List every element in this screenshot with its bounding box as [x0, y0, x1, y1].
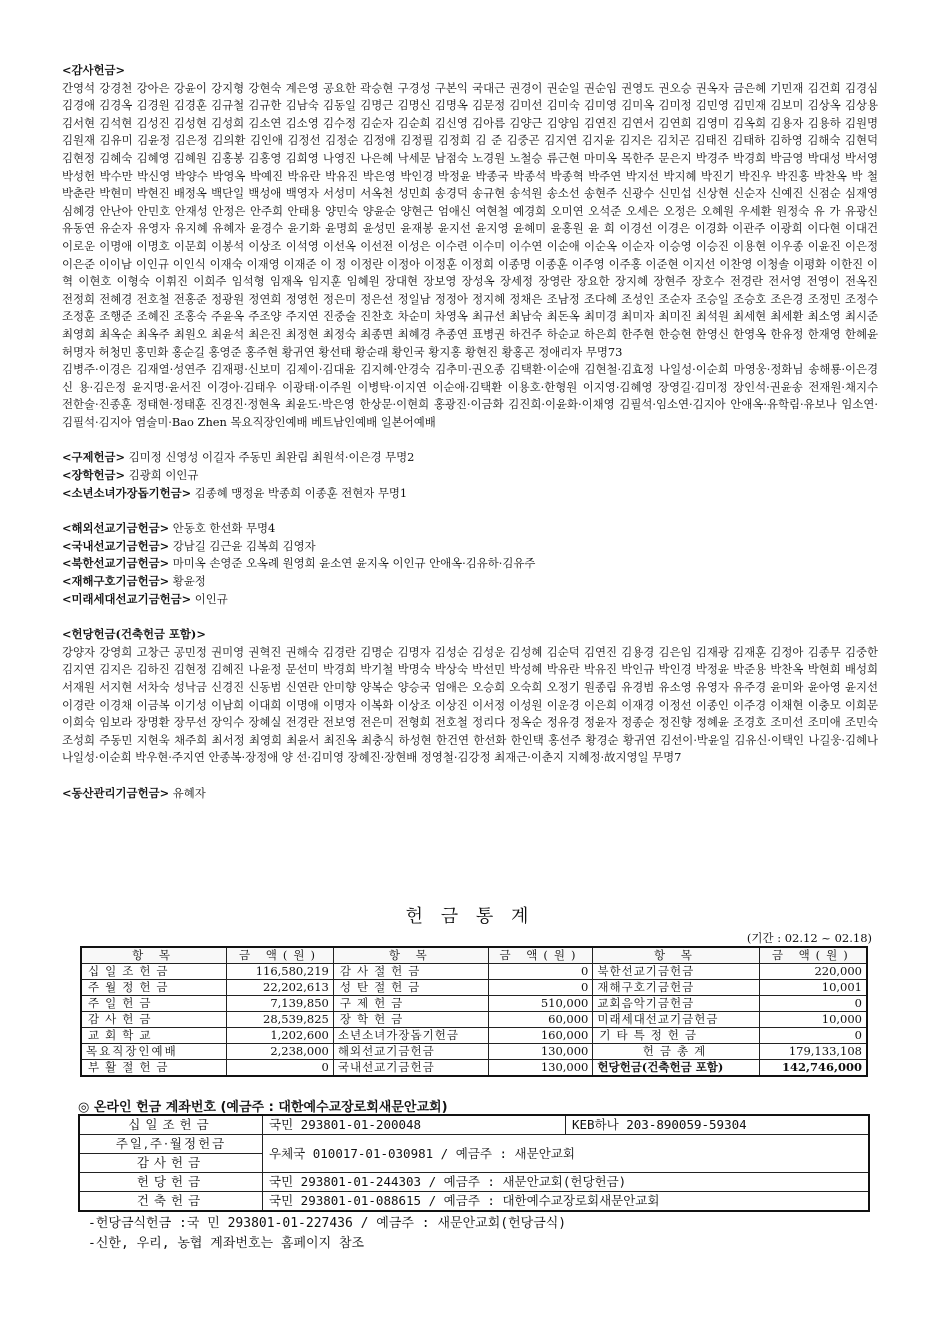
jaehae-names: 황윤정	[172, 574, 206, 589]
jaehae-title: <재해구호기금헌금>	[62, 574, 170, 589]
item-amount: 10,001	[759, 980, 867, 996]
item-amount: 28,539,825	[227, 1012, 334, 1028]
mirae-title: <미래세대선교기금헌금>	[62, 591, 192, 606]
haeoe-section	[62, 520, 878, 538]
header-cell: 금 액(원)	[227, 947, 334, 964]
gungnae-names: 강남길 김근윤 김복희 김영자	[172, 538, 316, 553]
table-row	[81, 1028, 867, 1044]
item-label: 성탄절헌금	[333, 980, 488, 996]
guje-names: 김미정 신영성 이길자 주동민 최완림 최원석·이은경 무명2	[128, 450, 415, 465]
online-account-title: ◎ 온라인 헌금 계좌번호 (예금주 : 대한예수교장로회새문안교회)	[78, 1100, 448, 1115]
header-cell: 항 목	[333, 947, 488, 964]
note-line: -헌당금식헌금 :국 민 293801-01-227436 / 예금주 : 새문안교회(헌당금식)	[88, 1216, 567, 1231]
item-label: 주일헌금	[81, 996, 227, 1012]
mirae-section	[62, 591, 878, 609]
table-row	[81, 964, 867, 980]
item-amount: 60,000	[488, 1012, 593, 1028]
account-type: 십일조헌금	[79, 1115, 263, 1135]
sonyeon-names: 김종혜 맹정윤 박종희 이종훈 전현자 무명1	[194, 485, 408, 500]
janghak-section	[62, 467, 878, 485]
jaehae-section	[62, 573, 878, 591]
item-label: 교회음악기금헌금	[593, 996, 759, 1012]
item-amount: 0	[488, 964, 593, 980]
item-amount: 510,000	[488, 996, 593, 1012]
table-row	[81, 980, 867, 996]
item-label: 감사절헌금	[333, 964, 488, 980]
item-amount: 0	[759, 996, 867, 1012]
item-label: 재해구호기금헌금	[593, 980, 759, 996]
stats-table	[80, 946, 868, 1077]
item-amount: 10,000	[759, 1012, 867, 1028]
item-label: 교회학교	[81, 1028, 227, 1044]
stats-period: (기간 : 02.12 ~ 02.18)	[746, 931, 872, 945]
item-label: 주월정헌금	[81, 980, 227, 996]
stats-title: 헌 금 통 계	[405, 906, 535, 927]
heondang-section	[62, 626, 878, 767]
account-type: 감사헌금	[79, 1154, 263, 1173]
table-row	[81, 1012, 867, 1028]
header-cell: 항 목	[593, 947, 759, 964]
item-label: 국내선교기금헌금	[333, 1060, 488, 1077]
dongsan-names: 유혜자	[172, 785, 206, 800]
offering-list	[62, 62, 878, 803]
table-row	[81, 1044, 867, 1060]
sonyeon-title: <소년소녀가장돕기헌금>	[62, 485, 192, 500]
item-amount: 160,000	[488, 1028, 593, 1044]
item-label: 북한선교기금헌금	[593, 964, 759, 980]
item-label: 감사헌금	[81, 1012, 227, 1028]
item-amount: 130,000	[488, 1060, 593, 1077]
haeoe-names: 안동호 한선화 무명4	[172, 521, 276, 536]
item-label: 해외선교기금헌금	[333, 1044, 488, 1060]
heondang-names: 강양자 강영희 고창근 공민정 권미영 권혁진 권해숙 김경란 김명순 김명자 김성순 김성운 김성혜 김순덕 김연진 김용경 김은임 김재광 김재훈 김정아 김종무 김중한 김지연 김지은 김하진 김현정 김혜진 나윤정 문선미 박경희 박기철 박명숙 박상숙 박선민 박성혜 박유란 박유진 박인규 박인경 박정윤 박준용 박찬옥 박현희 배성희 서재원 서지현 서차숙 성낙금 신경진 신동범 신연란 안미향 양복순 양승국 엄애은 오승희 오숙희 오정기 원종림 유경범 유소영 유영자 유주경 윤미와 윤아영 윤지선 이경란 이경채 이금복 이기성 이남희 이대희 이명애 이명자 이복화 이상조 이상진 이서정 이성원 이운경 이은희 이재경 이정선 이종인 이주경 이채현 이충모 이희문 이희숙 임보라 장명환 장무선 장익수 장혜실 전경란 전보영 전은미 전형희 전호철 정리다 정옥순 정유경 정윤자 정종순 정진향 정혜윤 조경호 조미선 조미애 조민숙 조성희 주동민 지현욱 채주희 최서정 최영희 최윤서 최진옥 최충식 하성현 한건연 한선화 한인택 홍선주 황경순 황귀연 김선이·박윤일 김유신·이택인 나길웅·김혜나 나일성·이순희 박우현·주지연 안종복·장정애 양 선·김미영 장혜진·장현배 정영철·김강정 최재근·이춘지 지혜정·故지영일 무명7	[62, 644, 878, 765]
item-label: 기타특정헌금	[593, 1028, 759, 1044]
item-amount: 7,139,850	[227, 996, 334, 1012]
item-amount: 0	[227, 1060, 334, 1077]
gungnae-title: <국내선교기금헌금>	[62, 538, 170, 553]
total-label: 헌금총계	[593, 1044, 759, 1060]
item-label: 부활절헌금	[81, 1060, 227, 1077]
item-label: 목요직장인예배	[81, 1044, 227, 1060]
account-number: 국민 293801-01-200048	[263, 1115, 566, 1135]
gamsa-names-family: 김병주·이경은 김재열·성연주 김재평·신보미 김제이·김대윤 김지혜·안경숙 김추미·권오종 김택환·이순애 김현철·김효정 나일성·이순희 마영웅·정화님 송해룡·이은경 신 용·김은정 윤지명·윤서진 이경아·김태우 이광태·이주원 이병탁·이지연 이순애·김택환 이용호·한형원 이지영·김혜영 장영길·김미정 장인석·권윤송 전재원·채지수 전한술·진종훈 정태현·정태훈 진경진·정현옥 최윤도·박은영 한상문·이현희 홍광진·이금화 김진희·이윤화·이채영 김필석·임소연·김지아 안애옥·유학림·유보나 임소연·김필석·김지아 염술미·Bao Zhen 목요직장인예배 베트남인예배 일본어예배	[62, 362, 878, 429]
gamsa-title: <감사헌금>	[62, 63, 126, 77]
item-amount: 0	[759, 1028, 867, 1044]
haeoe-title: <해외선교기금헌금>	[62, 521, 170, 536]
item-amount: 0	[488, 980, 593, 996]
item-amount: 220,000	[759, 964, 867, 980]
notes	[88, 1214, 566, 1254]
building-offering-label: 헌당헌금(건축헌금 포함)	[593, 1060, 759, 1077]
janghak-names: 김광희 이인규	[128, 468, 199, 483]
header-cell: 항 목	[81, 947, 227, 964]
header-cell: 금 액(원)	[488, 947, 593, 964]
item-label: 소년소녀가장돕기헌금	[333, 1028, 488, 1044]
account-number: 국민 293801-01-088615 / 예금주 : 대한예수교장로회새문안교회	[263, 1192, 870, 1212]
item-label: 장학헌금	[333, 1012, 488, 1028]
account-number: 우체국 010017-01-030981 / 예금주 : 새문안교회	[263, 1135, 870, 1173]
item-amount: 116,580,219	[227, 964, 334, 980]
gamsa-names: 간영석 강경천 강아은 강윤이 강지형 강현숙 계은영 공요한 곽승현 구경성 구본익 국대근 권경이 권순일 권순임 권영도 권오승 권옥자 금은혜 기민재 김건희 김경심 김경애 김경옥 김경원 김경훈 김규철 김규한 김남숙 김동일 김명근 김명신 김명옥 김문정 김미선 김미숙 김미영 김미옥 김미정 김민영 김민재 김보미 김상옥 김상용 김서현 김석현 김성진 김성현 김성희 김소연 김소영 김수정 김순자 김순희 김신영 김아름 김양근 김양임 김연진 김연서 김연희 김영미 김옥희 김용자 김용하 김원명 김원재 김유미 김윤정 김은정 김의환 김인애 김정선 김정순 김정애 김정필 김정희 김 준 김중곤 김지연 김지윤 김지은 김치곤 김태진 김태하 김하영 김해숙 김현덕 김현정 김혜숙 김혜영 김혜원 김홍봉 김홍영 김희영 나영진 나은혜 낙세문 남점숙 노경원 노철승 류근현 마미옥 목한주 문은지 박경주 박경희 박금영 박대성 박서영 박성헌 박수만 박신영 박양수 박영옥 박예진 박유란 박유진 박은영 박인경 박정윤 박종국 박종석 박종혁 박주연 박지선 박지혜 박진기 박진우 박진홍 박찬옥 박 철 박춘란 박현미 박현진 배정옥 백단일 백성애 백영자 서성미 서옥천 성민희 송경덕 송규현 송석원 송소선 송현주 신광수 신민섭 신상현 신순자 신예진 신점순 심재영 심혜경 안난아 안민호 안재성 안정은 안주희 안태용 양민숙 양윤순 양현근 엄애신 여현철 예경희 오미연 오석준 오세은 오정은 오혜원 우세환 원정숙 유 가 유광신 유동연 유순자 유영자 유지혜 유혜자 윤경수 윤기화 윤명희 윤성민 윤재봉 윤지선 윤지영 윤혜미 윤홍원 윤 희 이경선 이경은 이경화 이관주 이광희 이다현 이대건 이로운 이명애 이명호 이문희 이봉석 이상조 이석영 이선옥 이선전 이성은 이수련 이수미 이수연 이순애 이순옥 이순자 이승영 이승진 이용현 이우종 이윤진 이은정 이은준 이이남 이인규 이인식 이재숙 이재영 이재준 이 정 이정란 이정아 이정훈 이정희 이종명 이종훈 이주영 이주홍 이준현 이지선 이찬영 이청솔 이평화 이한진 이 혁 이현호 이형숙 이휘진 이희주 임석형 임재옥 임지훈 임혜원 장대현 장보영 장성옥 장세정 장영란 장요한 장지혜 장현주 장호수 전경란 전서영 전영이 전옥진 전정희 전혜경 전호철 전홍준 정광원 정연희 정영헌 정은미 정은선 정일남 정정아 정지혜 정채은 조남정 조다혜 조성인 조순자 조승일 조승호 조은경 조정민 조정수 조정훈 조행준 조혜진 조홍숙 주윤옥 주조양 주지연 진중술 진찬호 차순미 차영옥 최규선 최남숙 최돈옥 최미경 최미자 최미진 최석원 최세현 최세환 최소영 최시준 최영희 최옥순 최옥주 최원오 최윤석 최은진 최정현 최정숙 최종면 최혜경 추종연 표병권 하건주 하순교 하은희 한주현 한승현 한영신 한영옥 한유정 한재영 한혜윤 허명자 허청민 홍민화 홍순길 홍영준 홍주현 황귀연 황선태 황순래 황인국 황지홍 황현진 황홍곤 정애리자 무명73	[62, 80, 878, 359]
item-label: 미래세대선교기금헌금	[593, 1012, 759, 1028]
account-type: 헌당헌금	[79, 1173, 263, 1192]
total-amount: 179,133,108	[759, 1044, 867, 1060]
item-label: 구제헌금	[333, 996, 488, 1012]
gungnae-section	[62, 538, 878, 556]
item-amount: 130,000	[488, 1044, 593, 1060]
account-number: 국민 293801-01-244303 / 예금주 : 새문안교회(헌당헌금)	[263, 1173, 870, 1192]
bukhan-names: 마미옥 손영준 오옥례 원영희 윤소연 윤지옥 이인규 안애옥·김유하·김유주	[172, 556, 536, 571]
table-row	[81, 996, 867, 1012]
mirae-names: 이인규	[194, 591, 228, 606]
bukhan-title: <북한선교기금헌금>	[62, 556, 170, 571]
gamsa-section	[62, 62, 878, 431]
guje-title: <구제헌금>	[62, 450, 126, 465]
dongsan-section	[62, 785, 878, 803]
item-amount: 2,238,000	[227, 1044, 334, 1060]
table-row	[79, 1135, 869, 1154]
item-amount: 22,202,613	[227, 980, 334, 996]
account-type: 주일,주·월정헌금	[79, 1135, 263, 1154]
table-row	[79, 1115, 869, 1135]
building-offering-amount: 142,746,000	[759, 1060, 867, 1077]
account-type: 건축헌금	[79, 1192, 263, 1212]
table-row	[79, 1192, 869, 1212]
item-amount: 1,202,600	[227, 1028, 334, 1044]
janghak-title: <장학헌금>	[62, 468, 126, 483]
table-row	[81, 1060, 867, 1077]
header-cell: 금 액(원)	[759, 947, 867, 964]
table-row	[79, 1173, 869, 1192]
heondang-title: <헌당헌금(건축헌금 포함)>	[62, 627, 206, 642]
bukhan-section	[62, 555, 878, 573]
dongsan-title: <동산관리기금헌금>	[62, 785, 170, 800]
account-table	[78, 1114, 870, 1212]
item-label: 십일조헌금	[81, 964, 227, 980]
note-line: -신한, 우리, 농협 계좌번호는 홈페이지 참조	[88, 1236, 365, 1251]
guje-section	[62, 449, 878, 467]
stats-header-row	[81, 947, 867, 964]
sonyeon-section	[62, 485, 878, 503]
account-number: KEB하나 203-890059-59304	[566, 1115, 870, 1135]
